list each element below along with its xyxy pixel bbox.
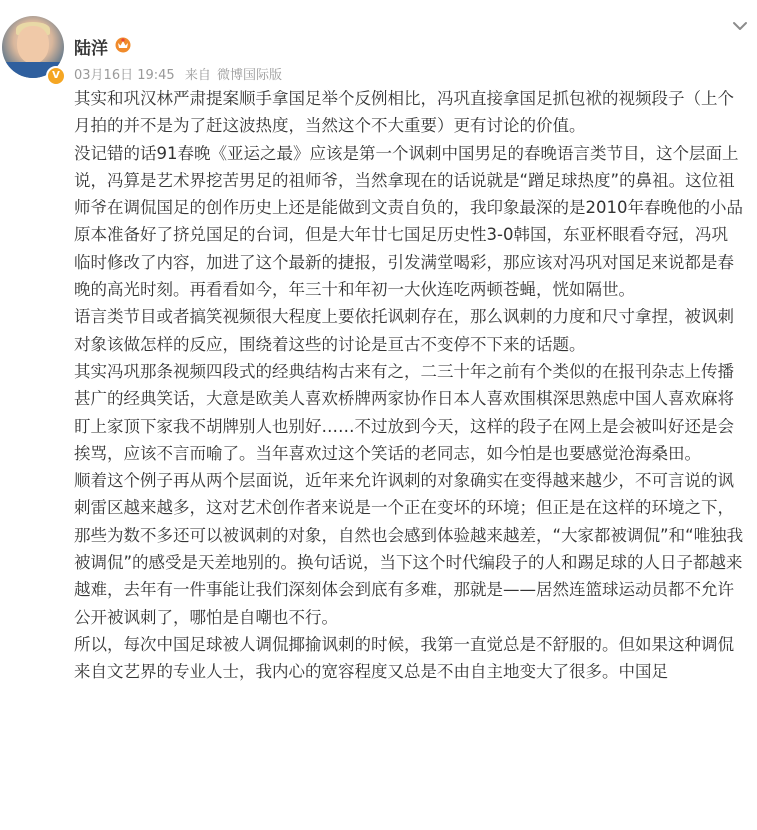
source-prefix: 来自 xyxy=(184,68,211,83)
vip-crown-icon[interactable] xyxy=(114,35,132,53)
avatar-face xyxy=(17,26,49,64)
post-paragraph: 所以，每次中国足球被人调侃揶揄讽刺的时候，我第一直觉总是不舒服的。但如果这种调侃来自文艺界的专业人士，我内心的宽容程度又总是不由自主地变大了很多。中国足 xyxy=(74,634,734,682)
chevron-down-icon[interactable] xyxy=(728,14,752,38)
post-meta xyxy=(74,64,288,83)
post-paragraph: 其实冯巩那条视频四段式的经典结构古来有之，二三十年之前有个类似的在报刊杂志上传播甚广的经典笑话，大意是欧美人喜欢桥牌两家协作日本人喜欢围棋深思熟虑中国人喜欢麻将盯上家顶下家我不胡牌别人也别好……不过放到今天，这样的段子在网上是会被叫好还是会挨骂，应该不言而喻了。当年喜欢过这个笑话的老同志，如今怕是也要感觉沧海桑田。 xyxy=(74,361,734,463)
post-date[interactable]: 03月16日 19:45 xyxy=(74,68,175,83)
post-paragraph: 没记错的话91春晚《亚运之最》应该是第一个讽刺中国男足的春晚语言类节目，这个层面上说，冯算是艺术界挖苦男足的祖师爷，当然拿现在的话说就是“蹭足球热度”的鼻祖。这位祖师爷在调侃国足的创作历史上还是能做到文责自负的，我印象最深的是2010年春晚他的小品原本准备好了挤兑国足的台词，但是大年廿七国足历史性3-0韩国，东亚杯眼看夺冠，冯巩临时修改了内容，加进了这个最新的捷报，引发满堂喝彩，那应该对冯巩对国足来说都是春晚的高光时刻。再看看如今，年三十和年初一大伙连吃两顿苍蝇，恍如隔世。 xyxy=(74,143,743,300)
post-paragraph: 其实和巩汉林严肃提案顺手拿国足举个反例相比，冯巩直接拿国足抓包袱的视频段子（上个月拍的并不是为了赶这波热度，当然这个不大重要）更有讨论的价值。 xyxy=(74,89,734,136)
post-content xyxy=(74,85,744,686)
verified-v-icon: V xyxy=(46,66,66,86)
post-paragraph: 顺着这个例子再从两个层面说，近年来允许讽刺的对象确实在变得越来越少，不可言说的讽刺雷区越来越多，这对艺术创作者来说是一个正在变坏的环境；但正是在这样的环境之下，那些为数不多还可以被讽刺的对象，自然也会感到体验越来越差，“大家都被调侃”和“唯独我被调侃”的感受是天差地别的。换句话说，当下这个时代编段子的人和踢足球的人日子都越来越难，去年有一件事能让我们深刻体会到底有多难，那就是——居然连篮球运动员都不允许公开被讽刺了，哪怕是自嘲也不行。 xyxy=(74,471,744,627)
post-paragraph: 语言类节目或者搞笑视频很大程度上要依托讽刺存在，那么讽刺的力度和尺寸拿捏，被讽刺对象该做怎样的反应，围绕着这些的讨论是亘古不变停不下来的话题。 xyxy=(74,307,734,354)
author-name[interactable]: 陆洋 xyxy=(74,39,108,59)
post-source[interactable]: 微博国际版 xyxy=(216,68,282,83)
